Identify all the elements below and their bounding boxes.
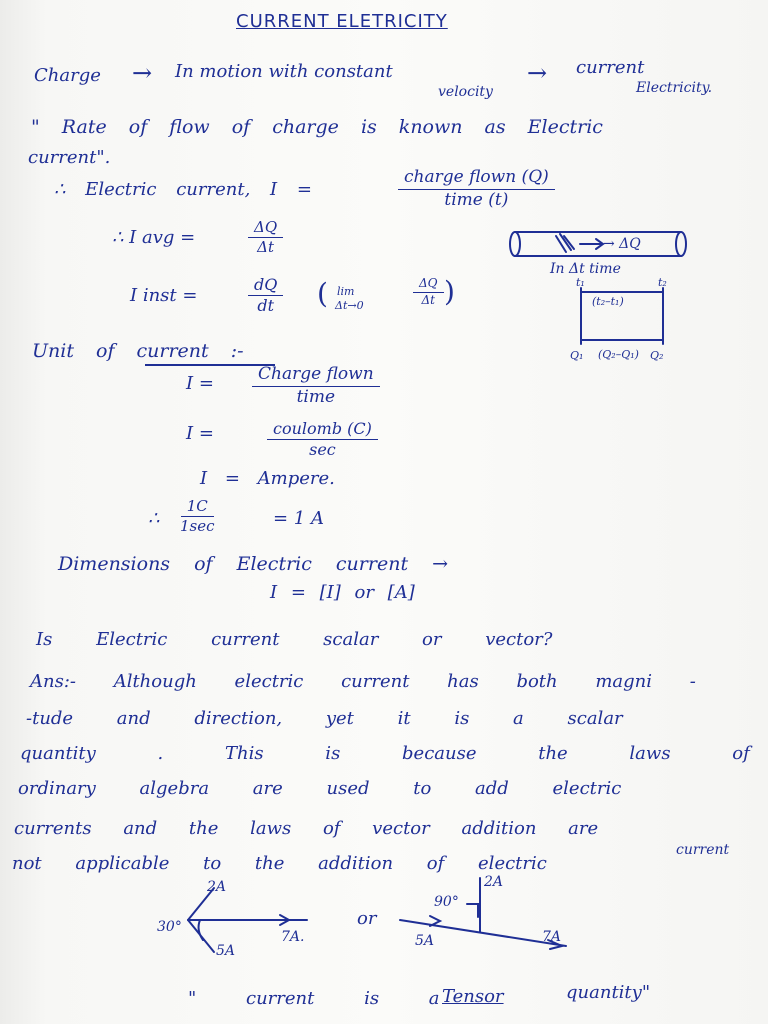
answer-line-2: -tude and direction, yet it is a scalar	[26, 708, 623, 729]
unit-equation-3: I = Ampere.	[200, 468, 335, 489]
answer-line-1: Ans:- Although electric current has both magni -	[30, 671, 696, 692]
unit-heading: Unit of current :-	[32, 340, 244, 362]
unit-equation-4-denominator: 1sec	[180, 517, 215, 536]
unit-equation-2-denominator: sec	[309, 440, 336, 460]
intro-arrow-2: →	[527, 59, 548, 87]
formula-instant-current-denominator: dt	[257, 296, 275, 316]
tube-arrow-label: → ΔQ	[603, 236, 641, 252]
intro-charge: Charge	[34, 65, 101, 86]
unit-equation-1-denominator: time	[296, 386, 336, 407]
unit-equation-4-fraction	[180, 498, 215, 536]
dimensions-line-1: Dimensions of Electric current →	[58, 553, 449, 575]
intro-current: current	[576, 57, 645, 78]
formula-electric-current-denominator: time (t)	[444, 189, 509, 210]
dimensions-line-2: I = [I] or [A]	[270, 582, 415, 603]
tube-q1-label: Q₁	[570, 349, 584, 362]
unit-equation-1-prefix: I =	[186, 373, 214, 394]
limit-subscript: Δt→0	[335, 299, 364, 312]
unit-equation-2-prefix: I =	[186, 423, 214, 444]
unit-equation-4-suffix: = 1 A	[273, 508, 324, 529]
limit-close-bracket: )	[444, 275, 455, 308]
intro-motion-text: In motion with constant	[175, 61, 393, 82]
unit-equation-1-fraction	[252, 365, 380, 407]
definition-line-2: current".	[28, 147, 111, 168]
right-vector-result: 7A	[542, 929, 562, 945]
unit-equation-4-numerator: 1C	[181, 498, 214, 517]
answer-line-6: not applicable to the addition of electric	[12, 853, 547, 874]
question-text: Is Electric current scalar or vector?	[36, 629, 553, 650]
conclusion-highlight: Tensor	[442, 986, 504, 1007]
left-vector-top-label: 2A	[207, 879, 227, 895]
formula-average-current-numerator: ΔQ	[248, 219, 283, 238]
left-vector-result: 7A.	[281, 929, 305, 945]
tube-q2-label: Q₂	[650, 349, 664, 362]
left-vector-angle: 30°	[157, 919, 182, 935]
unit-equation-4-prefix: ∴	[148, 508, 160, 529]
definition-line-1: " Rate of flow of charge is known as Electric	[31, 116, 603, 138]
unit-equation-1-numerator: Charge flown	[252, 365, 380, 387]
formula-average-current: ∴ I avg =	[112, 227, 196, 248]
page-title: CURRENT ELETRICITY	[236, 11, 448, 32]
tube-caption: In Δt time	[550, 261, 621, 277]
conclusion-end: quantity"	[566, 982, 651, 1003]
limit-numerator: ΔQ	[413, 277, 444, 293]
left-vector-bottom-label: 5A	[216, 943, 236, 959]
formula-electric-current-numerator: charge flown (Q)	[398, 168, 555, 190]
intro-velocity: velocity	[438, 84, 493, 100]
right-vector-top-label: 2A	[484, 874, 504, 890]
intro-arrow-1: →	[132, 59, 153, 87]
limit-label: lim	[337, 285, 355, 298]
tube-charge-difference: (Q₂–Q₁)	[598, 348, 639, 361]
or-separator: or	[357, 908, 377, 929]
tube-t2-label: t₂	[658, 276, 667, 289]
formula-electric-current: ∴ Electric current, I =	[54, 179, 312, 200]
formula-average-current-denominator: Δt	[257, 238, 274, 257]
limit-denominator: Δt	[421, 292, 435, 307]
answer-line-4: ordinary algebra are used to add electric	[18, 778, 622, 799]
right-vector-left-label: 5A	[415, 933, 435, 949]
limit-open-bracket: (	[317, 277, 328, 310]
right-vector-angle: 90°	[434, 894, 459, 910]
answer-line-3: quantity . This is because the laws of	[20, 743, 750, 764]
unit-equation-2-fraction	[267, 420, 378, 460]
tube-time-difference: (t₂–t₁)	[592, 295, 624, 308]
intro-electricity: Electricity.	[636, 80, 713, 96]
tube-t1-label: t₁	[576, 276, 585, 289]
answer-line-5: currents and the laws of vector addition are	[14, 818, 599, 839]
answer-last-word: current	[676, 842, 730, 858]
formula-instant-current: I inst =	[130, 285, 198, 306]
formula-instant-current-numerator: dQ	[248, 276, 283, 296]
conclusion-text: " current is a	[188, 988, 440, 1009]
unit-equation-2-numerator: coulomb (C)	[267, 420, 378, 440]
